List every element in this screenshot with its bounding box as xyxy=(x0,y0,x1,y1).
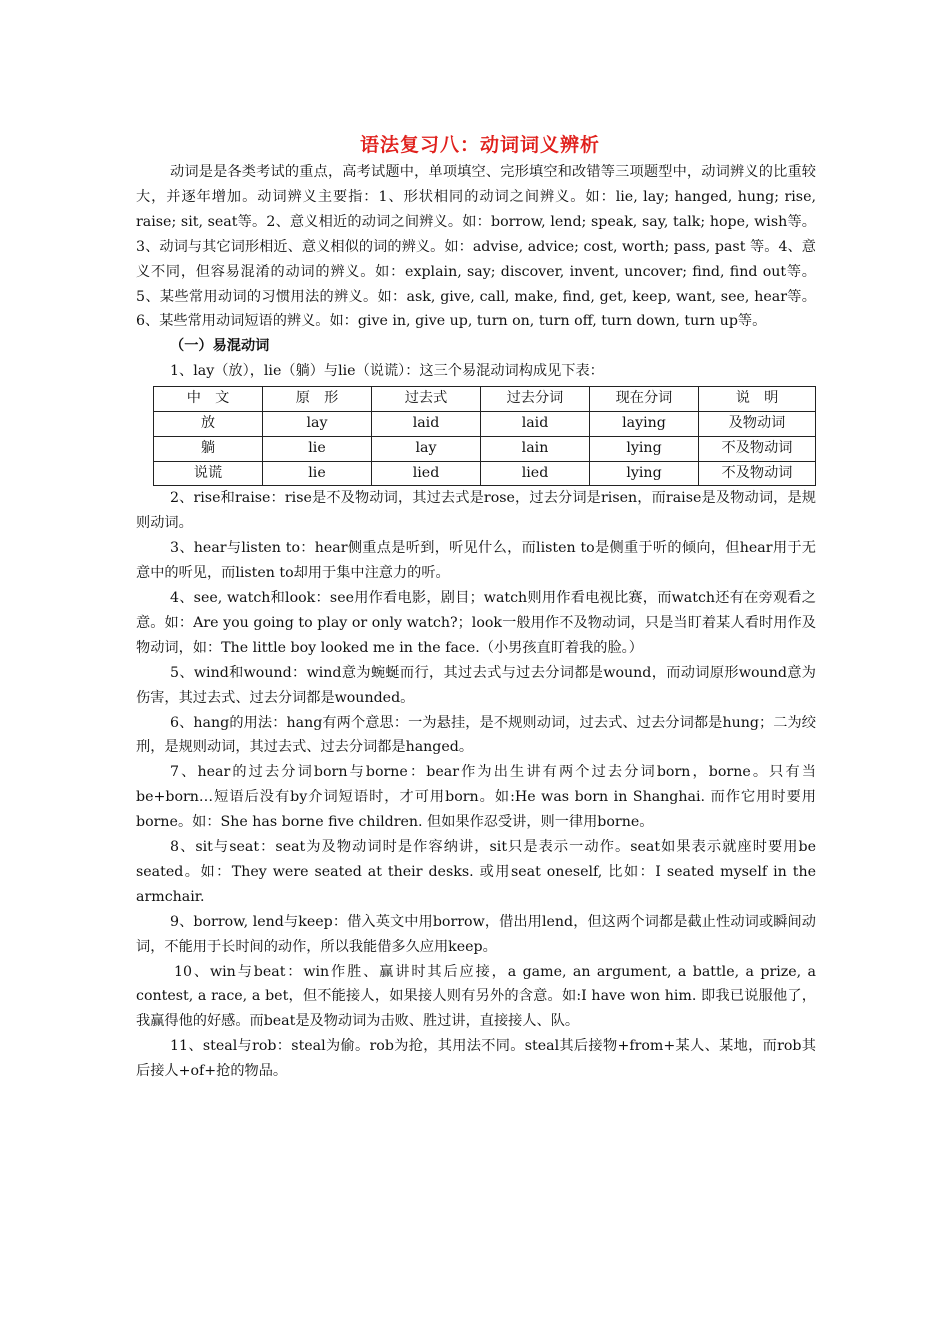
item-paragraph-11: 11、steal与rob：steal为偷。rob为抢，其用法不同。steal其后接物+from+某人、某地，而rob其后接人+of+抢的物品。 xyxy=(136,1038,816,1080)
item-paragraph-7: 7、hear的过去分词born与borne：bear作为出生讲有两个过去分词born，borne。只有当be+born…短语后没有by介词短语时，才可用born。如:He was born in Shanghai. 而作它用时要用borne。如：She has borne five children. 但如果作忍受讲，则一律用borne。 xyxy=(136,764,816,831)
table-cell: lie xyxy=(263,436,372,461)
table-header-cell: 原 形 xyxy=(263,387,372,412)
table-cell: 说谎 xyxy=(154,461,263,486)
table-header-cell: 中 文 xyxy=(154,387,263,412)
item-paragraph-6: 6、hang的用法：hang有两个意思：一为悬挂，是不规则动词，过去式、过去分词都是hung；二为绞刑，是规则动词，其过去式、过去分词都是hanged。 xyxy=(136,714,816,756)
item-paragraph-2: 2、rise和raise：rise是不及物动词，其过去式是rose，过去分词是risen，而raise是及物动词，是规则动词。 xyxy=(136,490,816,532)
table-cell: lying xyxy=(590,436,699,461)
table-cell: 不及物动词 xyxy=(699,461,816,486)
item-paragraph-9: 9、borrow, lend与keep：借入英文中用borrow，借出用lend，但这两个词都是截止性动词或瞬间动词，不能用于长时间的动作，所以我能借多久应用keep。 xyxy=(136,913,816,955)
item-paragraph-8: 8、sit与seat：seat为及物动词时是作容纳讲，sit只是表示一动作。seat如果表示就座时要用be seated。如：They were seated at their desks. 或用seat oneself, 比如：I seated myself in the armchair. xyxy=(136,839,816,905)
table-row xyxy=(154,461,816,486)
verb-forms-table xyxy=(153,386,816,486)
table-cell: 放 xyxy=(154,411,263,436)
table-header-cell: 过去式 xyxy=(372,387,481,412)
table-cell: lay xyxy=(263,411,372,436)
document-page xyxy=(136,130,816,1084)
table-cell: lied xyxy=(372,461,481,486)
table-header-cell: 说 明 xyxy=(699,387,816,412)
item-paragraph-10: 10、win与beat：win作胜、赢讲时其后应接，a game, an argument, a battle, a prize, a contest, a race, a bet，但不能接人，如果接人则有另外的含意。如:I have won him. 即我已说服他了，我赢得他的好感。而beat是及物动词为击败、胜过讲，直接接人、队。 xyxy=(136,963,816,1030)
table-cell: 不及物动词 xyxy=(699,436,816,461)
table-cell: 躺 xyxy=(154,436,263,461)
section-heading: （一）易混动词 xyxy=(170,338,270,355)
intro-paragraph: 动词是是各类考试的重点，高考试题中，单项填空、完形填空和改错等三项题型中，动词辨义的比重较大，并逐年增加。动词辨义主要指：1、形状相同的动词之间辨义。如：lie, lay; hanged, hung; rise, raise; sit, seat等。2、意义相近的动词之间辨义。如：borrow, lend; speak, say, talk; hope, wish等。3、动词与其它词形相近、意义相似的词的辨义。如：advise, advice; cost, worth; pass, past 等。4、意义不同，但容易混淆的动词的辨义。如：explain, say; discover, invent, uncover; find, find out等。5、某些常用动词的习惯用法的辨义。如：ask, give, call, make, find, get, keep, want, see, hear等。6、某些常用动词短语的辨义。如：give in, give up, turn on, turn off, turn down, turn up等。 xyxy=(136,164,816,330)
table-cell: lie xyxy=(263,461,372,486)
item-paragraph-4: 4、see, watch和look：see用作看电影，剧目；watch则用作看电视比赛，而watch还有在旁观看之意。如：Are you going to play or only watch?；look一般用作不及物动词，只是当盯着某人看时用作及物动词，如：The little boy looked me in the face.（小男孩直盯着我的脸。） xyxy=(136,589,816,656)
table-cell: lying xyxy=(590,461,699,486)
table-header-row xyxy=(154,387,816,412)
table-row xyxy=(154,411,816,436)
table-header-cell: 过去分词 xyxy=(481,387,590,412)
table-header-cell: 现在分词 xyxy=(590,387,699,412)
item-paragraph-5: 5、wind和wound：wind意为蜿蜒而行，其过去式与过去分词都是wound，而动词原形wound意为伤害，其过去式、过去分词都是wounded。 xyxy=(136,664,816,706)
table-cell: laying xyxy=(590,411,699,436)
page-title: 语法复习八：动词词义辨析 xyxy=(359,134,600,156)
table-cell: lain xyxy=(481,436,590,461)
item-paragraph-3: 3、hear与listen to：hear侧重点是听到，听见什么，而listen to是侧重于听的倾向，但hear用于无意中的听见，而listen to却用于集中注意力的听。 xyxy=(136,540,816,582)
table-cell: 及物动词 xyxy=(699,411,816,436)
table-cell: lay xyxy=(372,436,481,461)
table-cell: lied xyxy=(481,461,590,486)
table-cell: laid xyxy=(372,411,481,436)
table-cell: laid xyxy=(481,411,590,436)
table-row xyxy=(154,436,816,461)
item-paragraph-1: 1、lay（放），lie（躺）与lie（说谎）：这三个易混动词构成见下表： xyxy=(170,363,604,380)
